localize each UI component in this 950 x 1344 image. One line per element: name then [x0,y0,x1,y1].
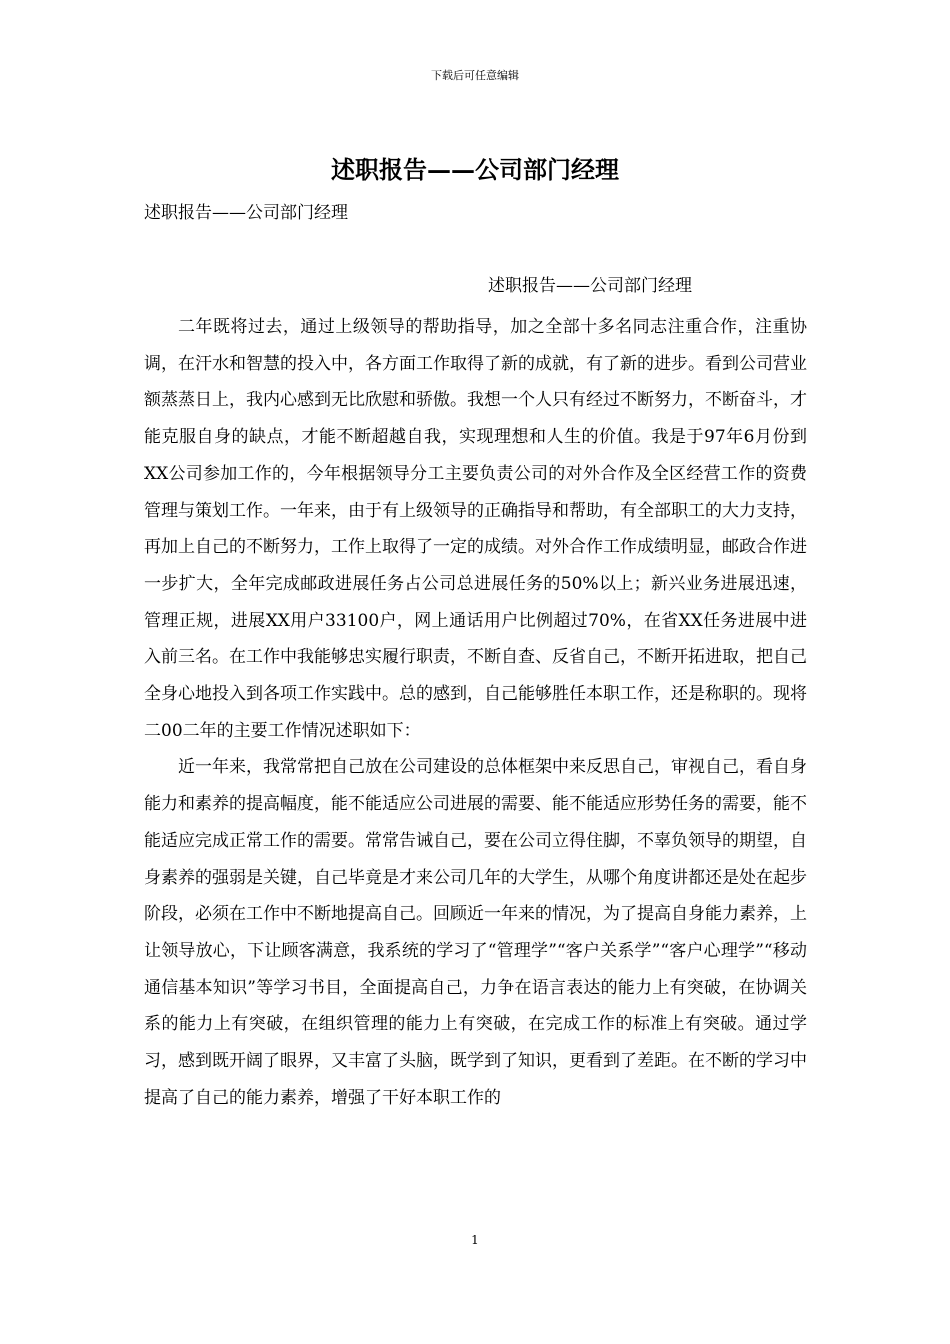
page-number: 1 [471,1233,479,1247]
section-heading: 述职报告——公司部门经理 [488,276,692,296]
body-paragraph: 近一年来，我常常把自己放在公司建设的总体框架中来反思自己，审视自己，看自身能力和素养的提高幅度，能不能适应公司进展的需要、能不能适应形势任务的需要，能不能适应完成正常工作的需要。常常告诫自己，要在公司立得住脚，不辜负领导的期望，自身素养的强弱是关键，自己毕竟是才来公司几年的大学生，从哪个角度讲都还是处在起步阶段，必须在工作中不断地提高自己。回顾近一年来的情况，为了提高自身能力素养，上让领导放心，下让顾客满意，我系统的学习了“管理学”“客户关系学”“客户心理学”“移动通信基本知识”等学习书目，全面提高自己，力争在语言表达的能力上有突破，在协调关系的能力上有突破，在组织管理的能力上有突破，在完成工作的标准上有突破。通过学习，感到既开阔了眼界，又丰富了头脑，既学到了知识，更看到了差距。在不断的学习中提高了自己的能力素养，增强了干好本职工作的 [144,757,807,1108]
body-paragraph: 二年既将过去，通过上级领导的帮助指导，加之全部十多名同志注重合作，注重协调，在汗水和智慧的投入中，各方面工作取得了新的成就，有了新的进步。看到公司营业额蒸蒸日上，我内心感到无比欣慰和骄傲。我想一个人只有经过不断努力，不断奋斗，才能克服自身的缺点，才能不断超越自我，实现理想和人生的价值。我是于97年6月份到XX公司参加工作的，今年根据领导分工主要负责公司的对外合作及全区经营工作的资费管理与策划工作。一年来，由于有上级领导的正确指导和帮助，有全部职工的大力支持，再加上自己的不断努力，工作上取得了一定的成绩。对外合作工作成绩明显，邮政合作进一步扩大，全年完成邮政进展任务占公司总进展任务的50%以上；新兴业务进展迅速，管理正规，进展XX用户33100户，网上通话用户比例超过70%，在省XX任务进展中进入前三名。在工作中我能够忠实履行职责，不断自查、反省自己，不断开拓进取，把自己全身心地投入到各项工作实践中。总的感到，自己能够胜任本职工作，还是称职的。现将二00二年的主要工作情况述职如下： [144,317,807,741]
document-title: 述职报告——公司部门经理 [331,155,619,184]
document-body [144,309,807,1116]
header-note: 下载后可任意编辑 [431,69,519,82]
document-subtitle: 述职报告——公司部门经理 [144,203,348,223]
